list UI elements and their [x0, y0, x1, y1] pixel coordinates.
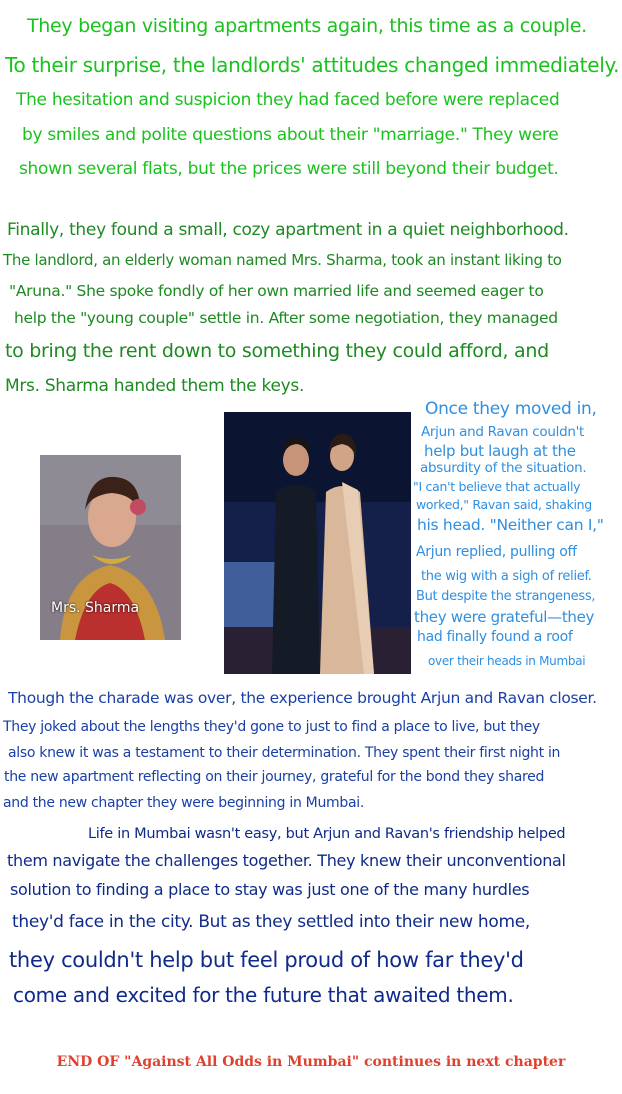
- text-line: them navigate the challenges together. They knew their unconventional: [7, 851, 566, 870]
- text-line: the new apartment reflecting on their journey, grateful for the bond they shared: [4, 769, 545, 785]
- couple-illustration: [224, 412, 411, 674]
- photo-caption: Mrs. Sharma: [51, 600, 140, 616]
- text-line: they couldn't help but feel proud of how far they'd: [9, 948, 524, 972]
- text-line: Life in Mumbai wasn't easy, but Arjun and Ravan's friendship helped: [88, 826, 566, 842]
- text-line: The landlord, an elderly woman named Mrs. Sharma, took an instant liking to: [3, 251, 562, 269]
- text-line: solution to finding a place to stay was just one of the many hurdles: [10, 880, 530, 899]
- text-line: and the new chapter they were beginning in Mumbai.: [3, 795, 364, 811]
- text-line: had finally found a roof: [417, 629, 573, 645]
- text-line: But despite the strangeness,: [416, 589, 596, 604]
- text-line: by smiles and polite questions about their "marriage." They were: [22, 125, 559, 145]
- text-line: To their surprise, the landlords' attitudes changed immediately.: [5, 53, 620, 77]
- text-line: his head. "Neither can I,": [417, 516, 604, 534]
- text-line: help the "young couple" settle in. After some negotiation, they managed: [14, 309, 558, 327]
- text-line: absurdity of the situation.: [420, 460, 587, 476]
- text-line: Once they moved in,: [425, 399, 597, 419]
- text-line: they were grateful—they: [414, 608, 595, 626]
- text-line: over their heads in Mumbai: [428, 654, 586, 668]
- text-line: to bring the rent down to something they could afford, and: [5, 340, 549, 362]
- text-line: they'd face in the city. But as they settled into their new home,: [12, 912, 531, 932]
- text-line: worked," Ravan said, shaking: [416, 497, 592, 512]
- text-line: Though the charade was over, the experience brought Arjun and Ravan closer.: [8, 689, 597, 707]
- text-line: "Aruna." She spoke fondly of her own married life and seemed eager to: [9, 282, 544, 300]
- text-line: Arjun replied, pulling off: [416, 544, 577, 560]
- couple-photo: [224, 412, 411, 674]
- text-line: Finally, they found a small, cozy apartment in a quiet neighborhood.: [7, 220, 569, 240]
- text-line: They began visiting apartments again, this time as a couple.: [27, 15, 587, 37]
- chapter-end-note: END OF "Against All Odds in Mumbai" continues in next chapter: [56, 1054, 566, 1070]
- text-line: They joked about the lengths they'd gone to just to find a place to live, but they: [3, 719, 540, 735]
- text-line: the wig with a sigh of relief.: [421, 569, 592, 584]
- mrs-sharma-photo: [40, 455, 181, 640]
- text-line: Mrs. Sharma handed them the keys.: [5, 376, 305, 396]
- text-line: help but laugh at the: [424, 442, 576, 460]
- text-line: also knew it was a testament to their determination. They spent their first night in: [8, 745, 561, 761]
- text-line: shown several flats, but the prices were still beyond their budget.: [19, 159, 559, 179]
- text-line: "I can't believe that actually: [413, 479, 581, 494]
- text-line: come and excited for the future that awaited them.: [13, 983, 514, 1007]
- text-line: The hesitation and suspicion they had faced before were replaced: [16, 90, 560, 110]
- text-line: Arjun and Ravan couldn't: [421, 424, 585, 440]
